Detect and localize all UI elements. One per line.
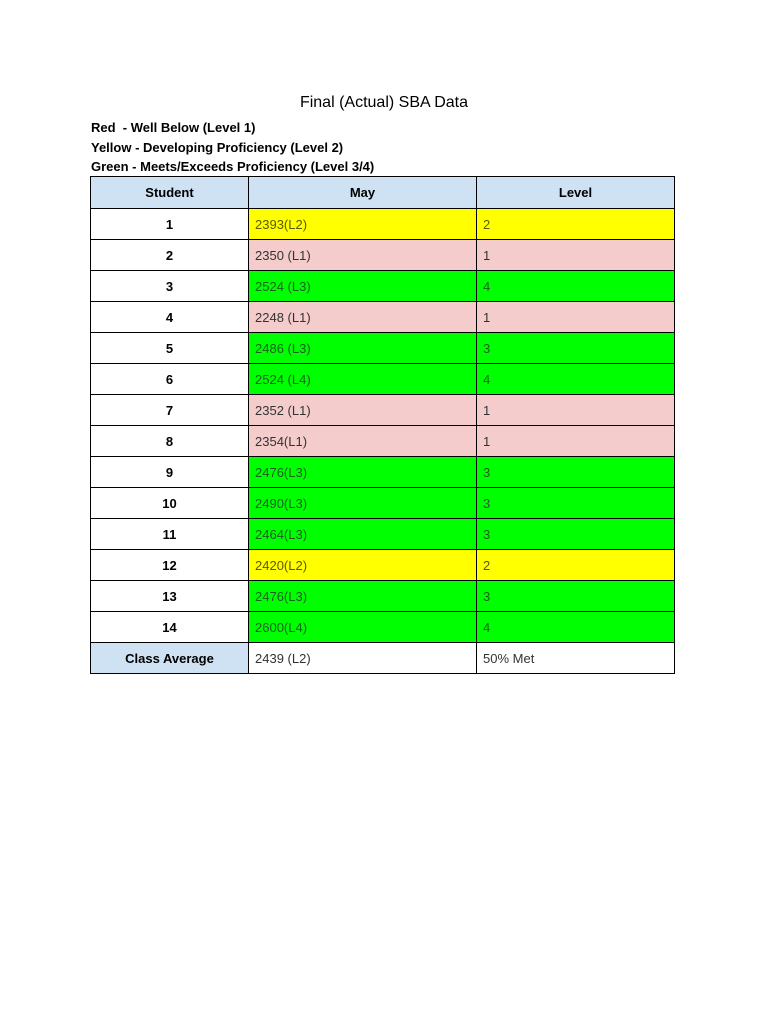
class-average-level: 50% Met [477, 643, 675, 674]
level-cell: 3 [477, 457, 675, 488]
level-cell: 2 [477, 209, 675, 240]
student-cell: 8 [91, 426, 249, 457]
may-score-cell: 2486 (L3) [249, 333, 477, 364]
document-title: Final (Actual) SBA Data [299, 94, 469, 111]
table-row [91, 612, 675, 643]
class-average-row [91, 643, 675, 674]
header-level: Level [477, 177, 675, 209]
level-cell: 1 [477, 240, 675, 271]
table-row [91, 209, 675, 240]
student-cell: 1 [91, 209, 249, 240]
student-cell: 9 [91, 457, 249, 488]
may-score-cell: 2524 (L4) [249, 364, 477, 395]
may-score-cell: 2248 (L1) [249, 302, 477, 333]
table-row [91, 395, 675, 426]
student-cell: 13 [91, 581, 249, 612]
student-cell: 12 [91, 550, 249, 581]
may-score-cell: 2464(L3) [249, 519, 477, 550]
table-row [91, 333, 675, 364]
table-row [91, 519, 675, 550]
level-cell: 3 [477, 488, 675, 519]
student-cell: 11 [91, 519, 249, 550]
student-cell: 6 [91, 364, 249, 395]
may-score-cell: 2600(L4) [249, 612, 477, 643]
may-score-cell: 2352 (L1) [249, 395, 477, 426]
table-row [91, 302, 675, 333]
student-cell: 2 [91, 240, 249, 271]
may-score-cell: 2350 (L1) [249, 240, 477, 271]
color-legend [91, 118, 374, 177]
table-row [91, 271, 675, 302]
class-average-may: 2439 (L2) [249, 643, 477, 674]
student-cell: 7 [91, 395, 249, 426]
may-score-cell: 2354(L1) [249, 426, 477, 457]
table-body [91, 209, 675, 643]
class-average-label: Class Average [91, 643, 249, 674]
may-score-cell: 2524 (L3) [249, 271, 477, 302]
student-cell: 5 [91, 333, 249, 364]
level-cell: 4 [477, 612, 675, 643]
student-cell: 3 [91, 271, 249, 302]
level-cell: 3 [477, 581, 675, 612]
header-may: May [249, 177, 477, 209]
may-score-cell: 2490(L3) [249, 488, 477, 519]
student-cell: 4 [91, 302, 249, 333]
may-score-cell: 2476(L3) [249, 457, 477, 488]
table-row [91, 426, 675, 457]
legend-green: Green - Meets/Exceeds Proficiency (Level 3/4) [91, 159, 375, 174]
table-row [91, 581, 675, 612]
table-row [91, 550, 675, 581]
level-cell: 1 [477, 426, 675, 457]
level-cell: 3 [477, 333, 675, 364]
legend-yellow: Yellow - Developing Proficiency (Level 2) [91, 139, 344, 155]
legend-red: Red - Well Below (Level 1) [91, 120, 256, 135]
table-row [91, 488, 675, 519]
level-cell: 3 [477, 519, 675, 550]
level-cell: 4 [477, 364, 675, 395]
level-cell: 2 [477, 550, 675, 581]
may-score-cell: 2420(L2) [249, 550, 477, 581]
level-cell: 4 [477, 271, 675, 302]
header-student: Student [91, 177, 249, 209]
may-score-cell: 2393(L2) [249, 209, 477, 240]
student-cell: 10 [91, 488, 249, 519]
table-row [91, 457, 675, 488]
sba-data-table [90, 176, 675, 674]
may-score-cell: 2476(L3) [249, 581, 477, 612]
student-cell: 14 [91, 612, 249, 643]
level-cell: 1 [477, 395, 675, 426]
table-row [91, 240, 675, 271]
table-row [91, 364, 675, 395]
level-cell: 1 [477, 302, 675, 333]
table-header-row [91, 177, 675, 209]
